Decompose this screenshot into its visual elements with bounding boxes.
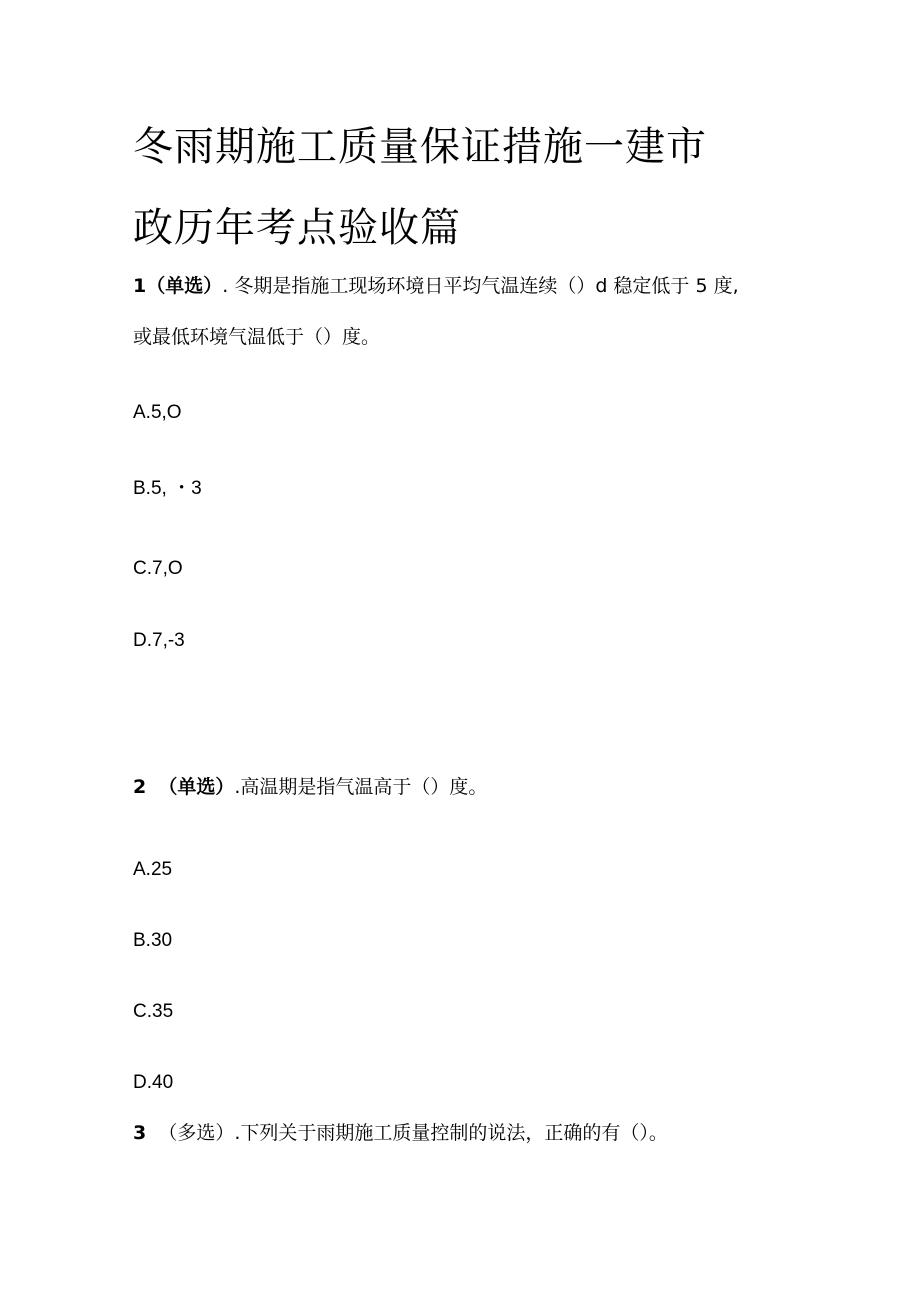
question-3-number: 3: [133, 1122, 147, 1144]
question-1-option-a: A.5,O: [133, 402, 182, 423]
question-3-text: .下列关于雨期施工质量控制的说法，正确的有（）。: [234, 1122, 668, 1144]
question-2-text: .高温期是指气温高于（）度。: [234, 776, 488, 798]
question-2-option-d: D.40: [133, 1072, 174, 1093]
document-title-line-2: 政历年考点验收篇: [133, 205, 461, 251]
question-2-option-b: B.30: [133, 930, 173, 951]
question-1-stem-line-1: [133, 273, 739, 299]
question-2-option-a: A.25: [133, 859, 173, 880]
question-2-number: 2: [133, 776, 147, 798]
question-3-stem: [133, 1120, 668, 1146]
question-1-text: . 冬期是指施工现场环境日平均气温连续（）d 稳定低于 5 度,: [222, 275, 739, 297]
question-3-type: （多选）: [158, 1122, 235, 1144]
question-1-option-c: C.7,O: [133, 558, 183, 579]
question-1-option-d: D.7,-3: [133, 630, 185, 651]
question-2-stem: [133, 774, 487, 800]
question-1-option-b: B.5, ・3: [133, 478, 202, 499]
question-1-type: （单选）: [146, 275, 223, 297]
document-title-line-1: 冬雨期施工质量保证措施一建市: [133, 124, 707, 170]
question-2-type: （单选）: [158, 776, 235, 798]
question-1-number: 1: [133, 275, 147, 297]
question-2-option-c: C.35: [133, 1001, 174, 1022]
question-1-stem-line-2: 或最低环境气温低于（）度。: [133, 326, 381, 348]
